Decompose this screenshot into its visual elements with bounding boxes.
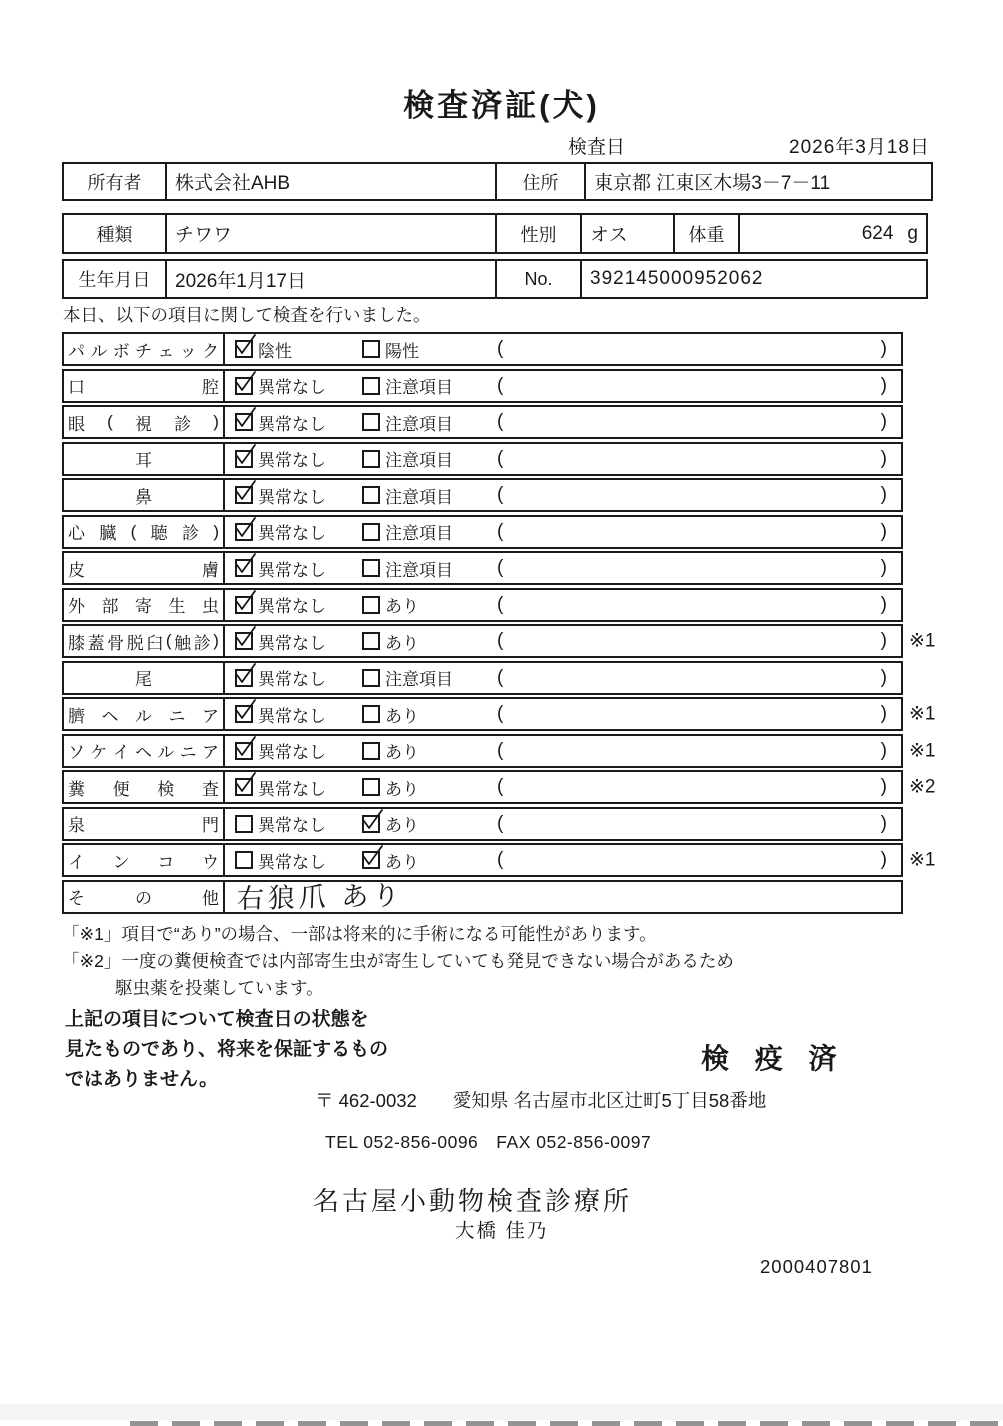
checkbox-caution-icon[interactable] [362,486,380,504]
footnote-ref: ※2 [909,776,936,798]
paren-open: ( [497,411,504,432]
footnote-ref: ※1 [909,703,936,725]
checkbox-normal-icon[interactable] [235,486,253,504]
item-label: 泉 門 [64,809,225,839]
checkbox-present-icon[interactable] [362,742,380,760]
weight-value [740,215,926,252]
intro-text: 本日、以下の項目に関して検査を行いました。 [63,305,431,325]
option-label: あり [385,597,419,616]
option-label: 異常なし [258,779,326,799]
disclaimer-line1: 上記の項目について検査日の状態を [65,1009,369,1030]
birthdate-label: 生年月日 [64,261,167,297]
paren-open: ( [497,484,504,505]
item-label: ソ ケ イ ヘ ル ニ ア [64,736,225,766]
animal-table-row2 [62,259,928,299]
number-value: 392145000952062 [590,268,764,289]
checkbox-present-icon[interactable] [362,778,380,796]
option-label: あり [385,706,419,726]
item-label: 外 部 寄 生 虫 [64,590,225,620]
paren-close: ) [880,630,887,651]
paren-open: ( [497,338,504,359]
paren-close: ) [880,338,887,359]
quarantine-stamp: 検 疫 済 [701,1043,846,1074]
weight-unit: g [907,222,918,244]
paren-open: ( [497,776,504,797]
option-label: 陰性 [258,341,292,361]
option-label: 注意項目 [385,524,453,543]
paren-open: ( [497,703,504,724]
option-label: 注意項目 [385,378,453,397]
option-label: 注意項目 [385,414,453,434]
owner-address: 東京都 江東区木場3－7－11 [594,173,831,194]
paren-close: ) [880,557,887,578]
option-label: 異常なし [258,414,326,434]
clinic-address: 愛知県 名古屋市北区辻町5丁目58番地 [452,1090,767,1111]
inspection-table [62,332,936,916]
paren-close: ) [880,374,887,396]
option-label: 異常なし [258,597,326,616]
option-label: 異常なし [258,670,326,689]
footnote-2-line2: 駆虫薬を投薬しています。 [115,978,324,998]
item-label: 眼 ( 視 診 ) [64,407,225,437]
item-label: 尾 [64,663,225,693]
checkbox-negative-icon[interactable] [235,340,253,358]
paren-close: ) [880,484,887,505]
inspection-row-inguinal-hernia [62,734,936,768]
item-label: パ ル ボ チ ェ ッ ク [64,334,225,364]
item-label: 耳 [64,444,225,474]
option-label: 異常なし [258,451,326,470]
paren-open: ( [497,739,504,761]
postal-code: 〒 462-0032 [315,1090,417,1111]
inspection-row-skin [62,551,903,585]
footnote-2-line1: 「※2」一度の糞便検査では内部寄生虫が寄生していても発見できない場合があるため [62,951,734,971]
paren-close: ) [880,812,887,834]
checkbox-caution-icon[interactable] [362,559,380,577]
weight-label: 体重 [675,215,740,252]
option-label: あり [385,633,419,653]
clinic-fax: FAX 052-856-0097 [496,1132,652,1152]
checkbox-caution-icon[interactable] [362,523,380,541]
paren-open: ( [497,630,504,651]
paren-open: ( [497,593,504,615]
owner-table [62,162,933,201]
checkbox-caution-icon[interactable] [362,669,380,687]
checkbox-normal-icon[interactable] [235,851,253,869]
inspection-row-external-parasites [62,588,903,622]
inspection-row-eyes [62,405,903,439]
option-label: 異常なし [258,378,326,397]
option-label: 異常なし [258,816,326,835]
inspection-date-value: 2026年3月18日 [789,137,930,158]
checkbox-normal-icon[interactable] [235,815,253,833]
inspection-row-fontanelle [62,807,903,841]
option-label: 陽性 [385,341,419,361]
paren-close: ) [880,849,887,870]
inspection-row-inkou [62,843,936,877]
checkbox-normal-icon[interactable] [235,559,253,577]
paren-open: ( [497,557,504,578]
paren-close: ) [880,703,887,724]
checkbox-normal-icon[interactable] [235,413,253,431]
option-label: 異常なし [258,560,326,580]
owner-label: 所有者 [64,164,167,199]
item-label: 心 臓 ( 聴 診 ) [64,517,225,547]
footnote-ref: ※1 [909,849,936,871]
footnotes [62,921,734,1002]
paren-close: ) [880,447,887,469]
veterinarian-name: 大橋 佳乃 [455,1220,549,1242]
page-title: 検査済証(犬) [403,88,600,123]
paren-open: ( [497,812,504,834]
paren-open: ( [497,849,504,870]
checkbox-present-icon[interactable] [362,851,380,869]
number-label: No. [497,261,582,297]
inspection-row-mouth [62,369,903,403]
paren-open: ( [497,666,504,688]
checkbox-normal-icon[interactable] [235,377,253,395]
species-value: チワワ [167,215,497,252]
checkbox-present-icon[interactable] [362,596,380,614]
item-label: 糞 便 検 査 [64,772,225,802]
inspection-row-umbilical-hernia [62,697,936,731]
weight-number: 624 [861,222,894,244]
option-label: 注意項目 [385,451,453,470]
option-label: 異常なし [258,524,326,543]
paren-open: ( [497,447,504,469]
checkbox-caution-icon[interactable] [362,450,380,468]
checkbox-present-icon[interactable] [362,705,380,723]
footnote-ref: ※1 [909,630,936,652]
option-label: 異常なし [258,487,326,507]
footnote-1: 「※1」項目で“あり”の場合、一部は将来的に手術になる可能性があります。 [62,924,657,944]
checkbox-present-icon[interactable] [362,632,380,650]
paren-close: ) [880,411,887,432]
option-label: あり [385,852,419,872]
species-label: 種類 [64,215,167,252]
clinic-tel: TEL 052-856-0096 [325,1132,479,1152]
animal-table-row1 [62,213,928,254]
clinic-tel-fax [325,1132,651,1153]
item-label: 皮 膚 [64,553,225,583]
inspection-date-label: 検査日 [568,137,626,158]
checkbox-caution-icon[interactable] [362,377,380,395]
scan-artifact-band [0,1404,1003,1420]
option-label: 異常なし [258,706,326,726]
sex-value: オス [582,215,675,252]
disclaimer-line3: ではありません。 [65,1069,219,1090]
item-label: 臍 ヘ ル ニ ア [64,699,225,729]
item-label: 口 腔 [64,371,225,401]
sex-label: 性別 [497,215,582,252]
checkbox-normal-icon[interactable] [235,742,253,760]
option-label: あり [385,816,419,835]
item-label: イ ン コ ウ [64,845,225,875]
paren-close: ) [880,776,887,797]
checkbox-normal-icon[interactable] [235,632,253,650]
checkbox-normal-icon[interactable] [235,450,253,468]
footnote-ref: ※1 [909,740,936,761]
checkbox-normal-icon[interactable] [235,523,253,541]
option-label: 異常なし [258,633,326,653]
inspection-row-other [62,880,903,914]
paren-open: ( [497,520,504,542]
owner-address-label: 住所 [497,164,586,199]
scan-artifact-edge [130,1421,1003,1426]
owner-name: 株式会社AHB [167,164,497,199]
option-label: あり [385,743,419,762]
inspection-row-patella [62,624,936,658]
inspection-row-fecal-exam [62,770,936,804]
option-label: 注意項目 [385,487,453,507]
inspection-row-ears [62,442,903,476]
item-label: 膝 蓋 骨 脱 臼 ( 触 診 ) [64,626,225,656]
checkbox-present-icon[interactable] [362,815,380,833]
option-label: 異常なし [258,852,326,872]
clinic-name: 名古屋小動物検査診療所 [313,1186,633,1216]
item-label: そ の 他 [64,882,225,912]
checkbox-normal-icon[interactable] [235,778,253,796]
checkbox-normal-icon[interactable] [235,596,253,614]
option-label: 異常なし [258,743,326,762]
checkbox-normal-icon[interactable] [235,669,253,687]
inspection-date-line [62,132,930,159]
paren-close: ) [880,593,887,615]
birthdate-value: 2026年1月17日 [167,261,497,297]
inspection-row-tail [62,661,903,695]
handwritten-entry: 右狼爪 あり [236,880,404,915]
item-label: 鼻 [64,480,225,510]
disclaimer [65,1005,388,1095]
option-label: 注意項目 [385,560,453,580]
inspection-row-parvo [62,332,903,366]
option-label: あり [385,779,419,799]
paren-close: ) [880,739,887,761]
inspection-row-nose [62,478,903,512]
checkbox-normal-icon[interactable] [235,705,253,723]
checkbox-caution-icon[interactable] [362,413,380,431]
paren-close: ) [880,520,887,542]
paren-close: ) [880,666,887,688]
clinic-postal-address [315,1087,766,1113]
paren-open: ( [497,374,504,396]
inspection-row-heart [62,515,903,549]
serial-number: 2000407801 [760,1256,873,1277]
option-label: 注意項目 [385,670,453,689]
checkbox-positive-icon[interactable] [362,340,380,358]
disclaimer-line2: 見たものであり、将来を保証するもの [65,1039,389,1060]
